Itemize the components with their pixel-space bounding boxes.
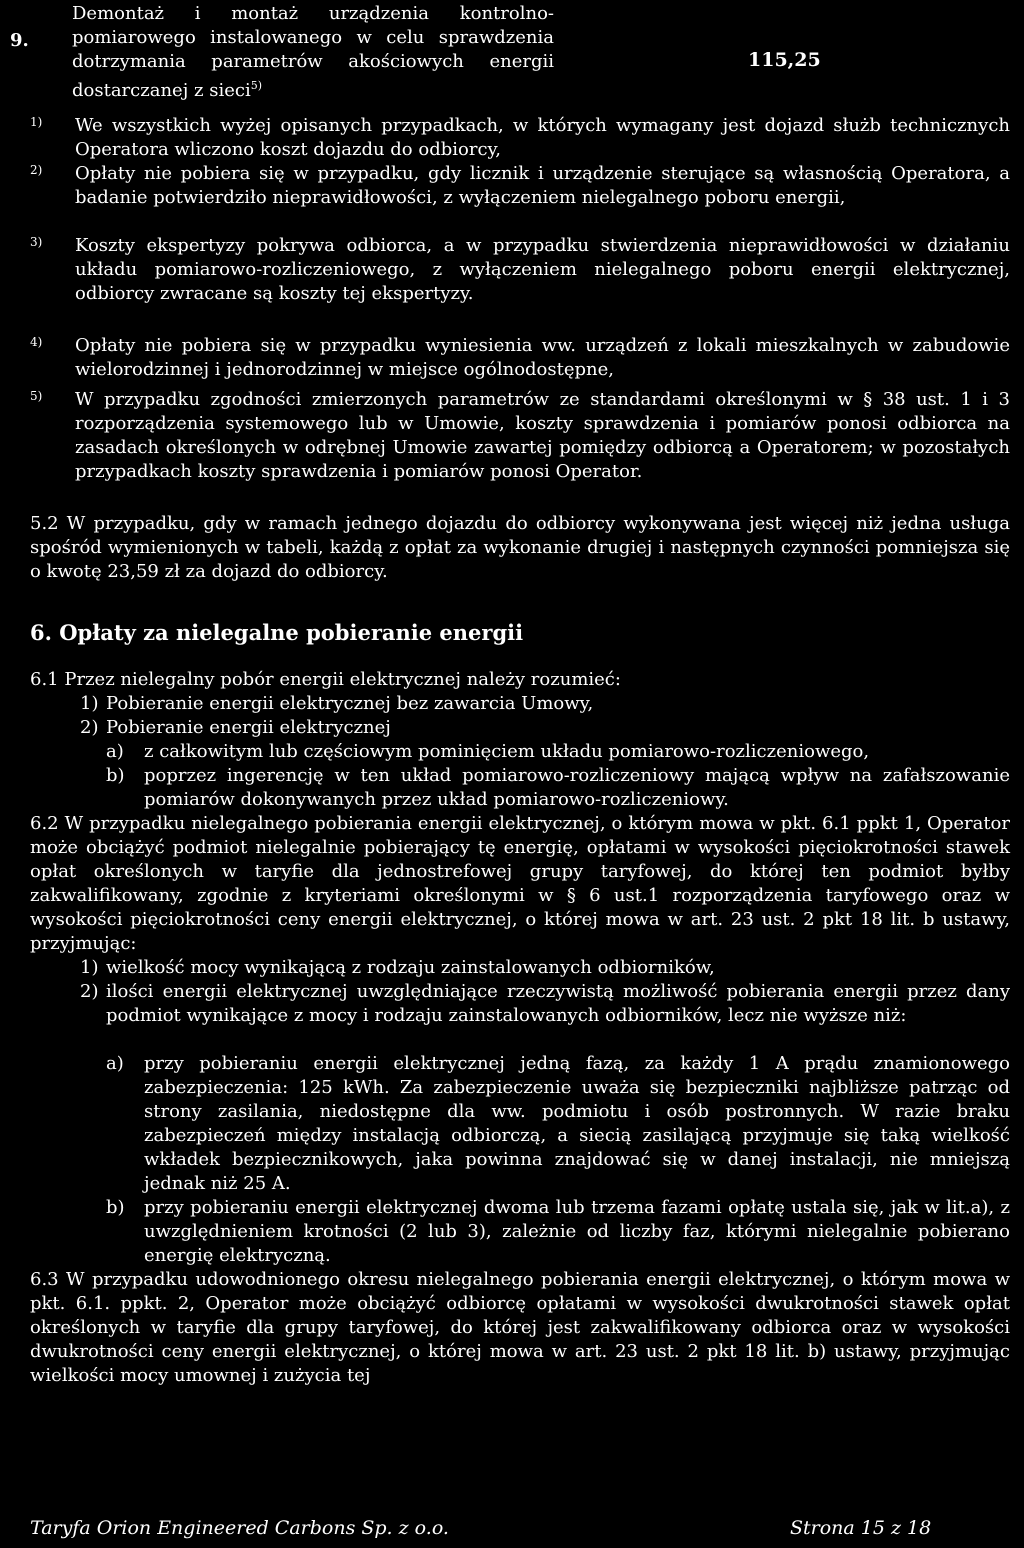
row-footnote-mark: 5) [250,79,262,92]
footnote-text: Koszty ekspertyzy pokrywa odbiorca, a w przypadku stwierdzenia nieprawidłowości w działaniu układu pomiarowo-rozliczeniowego, z wyłączeniem nielegalnego poboru energii elektrycznej, odbiorcy zwracane są koszty tej ekspertyzy. [75,235,1010,304]
item-text: Pobieranie energii elektrycznej [106,717,391,738]
footnote-mark: 2) [30,163,43,177]
footnote-mark: 5) [30,389,43,403]
p61-sub-a [106,740,1010,764]
tariff-row-9 [0,2,1024,102]
p62-item-2 [80,980,1010,1028]
item-label: 1) [80,957,99,978]
footnote-mark: 3) [30,235,43,249]
sub-label: b) [106,1197,125,1218]
footnote-5 [30,388,1010,484]
p62-sub-a [106,1052,1010,1196]
footer-page-number: Strona 15 z 18 [790,1517,932,1539]
item-label: 1) [80,693,99,714]
footnote-text: Opłaty nie pobiera się w przypadku wyniesienia ww. urządzeń z lokali mieszkalnych w zabudowie wielorodzinnej i jednorodzinnej w miejsce ogólnodostępne, [75,335,1010,380]
item-text: Pobieranie energii elektrycznej bez zawarcia Umowy, [106,693,594,714]
sub-label: a) [106,741,124,762]
p62-item-1 [80,956,1010,980]
sub-text: z całkowitym lub częściowym pominięciem układu pomiarowo-rozliczeniowego, [144,741,870,762]
footnote-mark: 4) [30,335,43,349]
item-label: 2) [80,717,99,738]
section-6-heading: 6. Opłaty za nielegalne pobieranie energii [30,620,524,645]
item-text: wielkość mocy wynikającą z rodzaju zainstalowanych odbiorników, [106,957,715,978]
sub-label: b) [106,765,125,786]
paragraph-6-3: 6.3 W przypadku udowodnionego okresu nielegalnego pobierania energii elektrycznej, o którym mowa w pkt. 6.1. ppkt. 2, Operator może obciążyć odbiorcę opłatami w wysokości dwukrotności stawek opłat określonych w taryfie dla grupy taryfowej, do której jest zakwalifikowany odbiorca oraz w wysokości dwukrotności ceny energii elektrycznej, o której mowa w art. 23 ust. 2 pkt 18 lit. b) ustawy, przyjmując wielkości mocy umownej i zużycia tej [30,1269,1010,1386]
footnote-mark: 1) [30,115,43,129]
footnote-3 [30,234,1010,306]
p61-sub-b [106,764,1010,812]
row-description: Demontaż i montaż urządzenia kontrolno-pomiarowego instalowanego w celu sprawdzenia dotrzymania parametrów akościowych energii dostarczanej z sieci$^{5)}$ [72,3,554,101]
p61-item-2 [80,716,1010,740]
footnote-text: W przypadku zgodności zmierzonych parametrów ze standardami określonymi w § 38 ust. 1 i 3 rozporządzenia systemowego lub w Umowie, koszty sprawdzenia i pomiarów ponosi odbiorca na zasadach określonych w odrębnej Umowie zawartej pomiędzy odbiorcą a Operatorem; w pozostałych przypadkach koszty sprawdzenia i pomiarów ponosi Operator. [75,389,1010,482]
p61-item-1 [80,692,1010,716]
paragraph-6-2-intro: 6.2 W przypadku nielegalnego pobierania energii elektrycznej, o którym mowa w pkt. 6.1 ppkt 1, Operator może obciążyć podmiot nielegalnie pobierający tę energię, opłatami w wysokości pięciokrotności stawek opłat określonych w taryfie dla jednostrefowej grupy taryfowej, do której ten podmiot byłby zakwalifikowany, zgodnie z kryteriami określonymi w § 6 ust.1 rozporządzenia taryfowego oraz w wysokości pięciokrotności ceny energii elektrycznej, o której mowa w art. 23 ust. 2 pkt 18 lit. b ustawy, przyjmując: [30,813,1010,954]
footnote-2 [30,162,1010,210]
footnote-1 [30,114,1010,162]
paragraph-6-1-intro: 6.1 Przez nielegalny pobór energii elektrycznej należy rozumieć: [30,669,621,690]
footnote-text: We wszystkich wyżej opisanych przypadkach, w których wymagany jest dojazd służb technicznych Operatora wliczono koszt dojazdu do odbiorcy, [75,115,1010,160]
footnote-4 [30,334,1010,382]
p62-sub-b [106,1196,1010,1268]
row-price: 115,25 [748,49,821,71]
paragraph-5-2: 5.2 W przypadku, gdy w ramach jednego dojazdu do odbiorcy wykonywana jest więcej niż jedna usługa spośród wymienionych w tabeli, każdą z opłat za wykonanie drugiej i następnych czynności pomniejsza się o kwotę 23,59 zł za dojazd do odbiorcy. [30,513,1010,582]
sub-text: przy pobieraniu energii elektrycznej dwoma lub trzema fazami opłatę ustala się, jak w lit.a), z uwzględnieniem krotności (2 lub 3), zależnie od liczby faz, którymi nielegalnie pobierano energię elektryczną. [144,1197,1010,1266]
item-text: ilości energii elektrycznej uwzględniające rzeczywistą możliwość pobierania energii przez dany podmiot wynikające z mocy i rodzaju zainstalowanych odbiorników, lecz nie wyższe niż: [106,981,1010,1026]
sub-text: przy pobieraniu energii elektrycznej jedną fazą, za każdy 1 A prądu znamionowego zabezpieczenia: 125 kWh. Za zabezpieczenie uważa się bezpieczniki najbliższe patrząc od strony zasilania, niedostępne dla ww. podmiotu i osób postronnych. W razie braku zabezpieczeń między instalacją odbiorczą, a siecią zasilającą przyjmuje się taką wielkość wkładek bezpiecznikowych, jaka powinna znajdować się w danej instalacji, nie mniejszą jednak niż 25 A. [144,1053,1010,1194]
footnote-text: Opłaty nie pobiera się w przypadku, gdy licznik i urządzenie sterujące są własnością Operatora, a badanie potwierdziło nieprawidłowości, z wyłączeniem nielegalnego poboru energii, [75,163,1010,208]
row-number: 9. [10,30,29,51]
sub-label: a) [106,1053,124,1074]
footer-document-title: Taryfa Orion Engineered Carbons Sp. z o.o. [30,1517,449,1539]
item-label: 2) [80,981,99,1002]
sub-text: poprzez ingerencję w ten układ pomiarowo-rozliczeniowy mającą wpływ na zafałszowanie pomiarów dokonywanych przez układ pomiarowo-rozliczeniowy. [144,765,1010,810]
